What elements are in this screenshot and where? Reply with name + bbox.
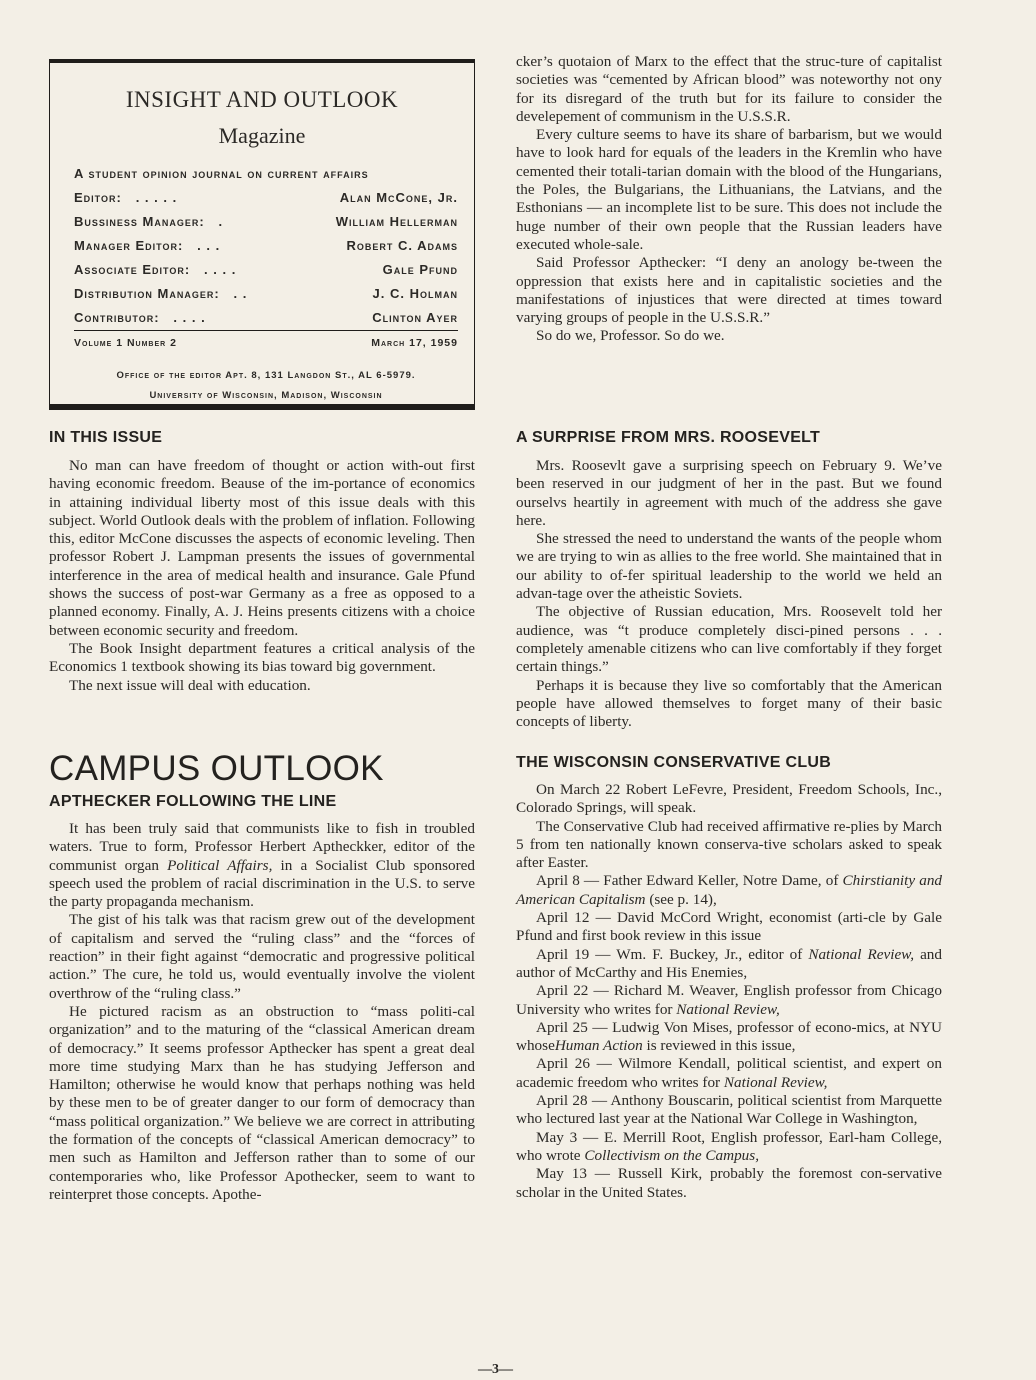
- campus-outlook-heading: CAMPUS OUTLOOK: [49, 749, 384, 788]
- magazine-subtitle: Magazine: [218, 123, 306, 148]
- staff-row: [74, 238, 458, 253]
- event-item: April 19 — Wm. F. Buckey, Jr., editor of National Review, and author of McCarthy and His Enemies,: [516, 945, 942, 981]
- staff-role: Contributor: . . . .: [74, 310, 206, 325]
- apthecker-body: [49, 820, 475, 1204]
- magazine-title: INSIGHT AND OUTLOOK: [125, 87, 399, 112]
- event-item: April 26 — Wilmore Kendall, political scientist, and expert on academic freedom who writes for National Review,: [516, 1055, 942, 1091]
- event-item: April 22 — Richard M. Weaver, English professor from Chicago University who writes for National Review,: [516, 982, 942, 1018]
- tagline: A student opinion journal on current affairs: [74, 166, 369, 181]
- paragraph: He pictured racism as an obstruction to “mass politi-cal organization” and to the maturing of the “classical American dream of democracy.” It seems professor Apthecker has spent a great deal more time studying Marx than he has studying Jefferson and Hamilton; otherwise he would know that perhaps nothing was held by these men to be of greater danger to our form of democracy than “mass political organization.” We believe we are correct in attributing the formation of the concepts of “classical American democracy” to men such as Hamilton and Jefferson rather than to some of our contemporaries who, like Professor Apothecker, seem to want to reinterpret those concepts. Apothe-: [49, 1002, 475, 1203]
- staff-row: [74, 286, 458, 301]
- staff-role: Manager Editor: . . .: [74, 238, 221, 253]
- event-item: April 12 — David McCord Wright, economist (arti-cle by Gale Pfund and first book review in this issue: [516, 909, 942, 945]
- event-item: May 3 — E. Merrill Root, English professor, Earl-ham College, who wrote Collectivism on the Campus,: [516, 1128, 942, 1164]
- staff-name: Clinton Ayer: [372, 310, 458, 325]
- staff-role: Editor: . . . . .: [74, 190, 178, 205]
- paragraph: The Book Insight department features a critical analysis of the Economics 1 textbook showing its bias toward big government.: [49, 639, 475, 676]
- staff-role: Associate Editor: . . . .: [74, 262, 237, 277]
- apthecker-continued: [516, 53, 942, 346]
- staff-name: Alan McCone, Jr.: [339, 190, 458, 205]
- staff-row: [74, 214, 458, 229]
- roosevelt-body: [516, 457, 942, 731]
- staff-name: William Hellerman: [335, 214, 458, 229]
- issue-date: March 17, 1959: [371, 337, 458, 349]
- apthecker-heading: APTHECKER FOLLOWING THE LINE: [49, 793, 337, 810]
- paragraph: The next issue will deal with education.: [69, 676, 311, 694]
- paragraph: Mrs. Roosevlt gave a surprising speech on February 9. We’ve been reserved in our judgment of her in the past. But we found ourselvs heartily in agreement with much of the address she gave here.: [516, 457, 942, 529]
- masthead-box: [49, 59, 475, 410]
- paragraph: Every culture seems to have its share of barbarism, but we would have to look hard for equals of the leaders in the Kremlin who have cemented their totali-tarian domain with the blood of the Hungarians, the Poles, the Bulgarians, the Lithuanians, the Latvians, and the Esthonians — an incomplete list to be sure. This does not include the huge number of their own people that the Russian leaders have executed whole-sale.: [516, 126, 942, 253]
- event-item: April 28 — Anthony Bouscarin, political scientist from Marquette who lectured last year at the National War College in Washington,: [516, 1092, 942, 1128]
- event-item: April 8 — Father Edward Keller, Notre Dame, of Chirstianity and American Capitalism (see p. 14),: [516, 872, 943, 908]
- volume-number: Volume 1 Number 2: [74, 337, 177, 349]
- office-address: Office of the editor Apt. 8, 131 Langdon St., AL 6-5979.: [116, 370, 416, 381]
- staff-row: [74, 190, 458, 205]
- paragraph: Said Professor Apthecker: “I deny an anology be-tween the oppression that exists here and in capitalistic societies and the manifestations of injustices that were directed at times toward varying groups of people in the U.S.S.R.”: [516, 254, 942, 327]
- staff-row: [74, 262, 458, 277]
- staff-name: Robert C. Adams: [346, 238, 458, 253]
- roosevelt-heading: A SURPRISE FROM MRS. ROOSEVELT: [516, 429, 821, 446]
- paragraph: The Conservative Club had received affirmative re-plies by March 5 from ten nationally known conserva-tive scholars asked to speak after Easter.: [516, 817, 942, 872]
- paragraph: Perhaps it is because they live so comfortably that the American people have allowed themselves to forget many of their basic concepts of liberty.: [516, 676, 942, 731]
- university-line: University of Wisconsin, Madison, Wisconsin: [149, 390, 383, 401]
- in-this-issue-body: [49, 457, 475, 695]
- paragraph: cker’s quotaion of Marx to the effect that the struc-ture of capitalist societies was “cemented by African blood” was noteworthy not ony for its disregard of the truth but for its failure to consider the develepement of communism in the U.S.S.R.: [516, 53, 942, 125]
- conservative-club-heading: THE WISCONSIN CONSERVATIVE CLUB: [516, 754, 832, 771]
- staff-role: Bussiness Manager: .: [74, 214, 224, 229]
- volume-line: [74, 330, 458, 349]
- in-this-issue-heading: IN THIS ISSUE: [49, 429, 163, 446]
- staff-name: J. C. Holman: [372, 286, 458, 301]
- paragraph: So do we, Professor. So do we.: [536, 327, 725, 345]
- paragraph: It has been truly said that communists like to fish in troubled waters. True to form, Professor Herbert Aptheckker, editor of the communist organ Political Affairs, in a Socialist Club sponsored speech used the problem of racial discrimination in the U.S. to serve the party propaganda mechanism.: [49, 820, 475, 911]
- page-number: —3—: [478, 1362, 513, 1377]
- event-item: May 13 — Russell Kirk, probably the foremost con-servative scholar in the United States.: [516, 1165, 942, 1201]
- paragraph: On March 22 Robert LeFevre, President, Freedom Schools, Inc., Colorado Springs, will speak.: [516, 781, 942, 817]
- staff-name: Gale Pfund: [382, 262, 458, 277]
- event-item: April 25 — Ludwig Von Mises, professor of econo-mics, at NYU whoseHuman Action is reviewed in this issue,: [516, 1018, 942, 1055]
- paragraph: No man can have freedom of thought or action with-out first having economic freedom. Beause of the im-portance of economics in attaining individual liberty most of this issue deals with this subject. World Outlook deals with the problem of inflation. Following this, editor McCone discusses the aspects of economic leveling. Then professor Robert J. Lampman presents the issues of governmental interference in the area of medical health and insurance. Gale Pfund shows the success of post-war Germany as a free as opposed to a planned economy. Finally, A. J. Heins presents citizens with a choice between economic security and freedom.: [49, 457, 475, 639]
- staff-role: Distribution Manager: . .: [74, 286, 248, 301]
- paragraph: The objective of Russian education, Mrs. Roosevelt told her audience, was “t produce completely disci-pined persons . . . completely amenable citizens who can live comfortably if they forget certain things.”: [516, 603, 942, 676]
- conservative-club-body: [516, 781, 942, 1202]
- paragraph: She stressed the need to understand the wants of the people whom we are trying to win as allies to the free world. She maintained that in our ability to of-fer spiritual leadership to the world we held an advan-tage over the atheistic Soviets.: [516, 530, 942, 603]
- paragraph: The gist of his talk was that racism grew out of the development of capitalism and served the “ruling class” and the “forces of reaction” in their fight against “democratic and progressive political action.” The cure, he told us, would eventually involve the violent overthrow of the “ruling class.”: [49, 911, 475, 1002]
- staff-row: [74, 310, 458, 325]
